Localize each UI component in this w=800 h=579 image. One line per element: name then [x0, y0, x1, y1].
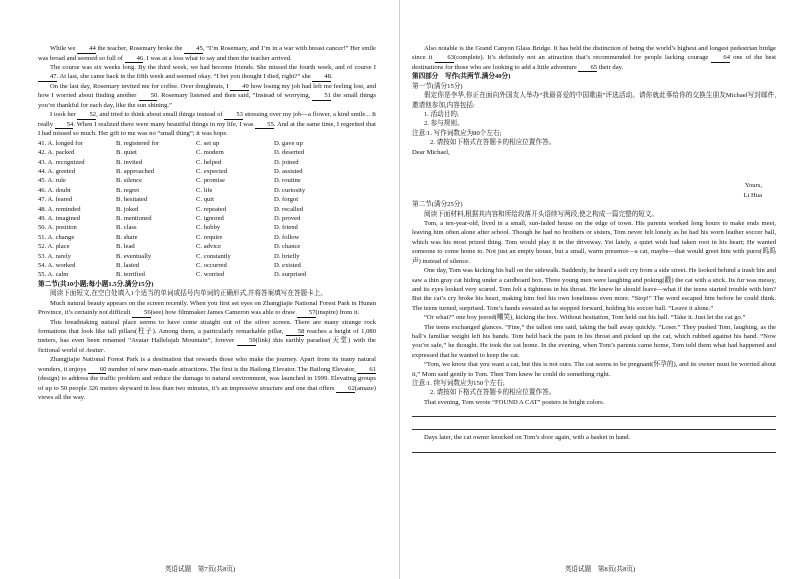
closing: Yours,: [744, 182, 762, 190]
option[interactable]: C. promise: [196, 177, 225, 185]
option[interactable]: C. expected: [196, 167, 228, 175]
paragraph: [38, 299, 376, 318]
answer-blank[interactable]: 52: [77, 111, 96, 120]
option[interactable]: C. repeated: [196, 205, 227, 213]
option[interactable]: D. chance: [274, 243, 301, 251]
text-run: This breathtaking natural place seems to have come straight out of the silver screen. There are many strange rock formations that look like tall pillars(柱子). Among them, a particularly remarkable pillar,: [38, 318, 376, 335]
option[interactable]: B. registered for: [116, 139, 160, 147]
story-text: [412, 219, 776, 379]
writing-sec2-instruction: 阅读下面材料,根据其内容和所给段落开头语续写两段,使之构成一篇完整的短文。: [424, 210, 659, 218]
section2-title: 第二节(共10小题;每小题1.5分,满分15分): [38, 280, 154, 288]
option[interactable]: 52. A. place: [38, 243, 70, 251]
answer-blank[interactable]: 58: [286, 328, 305, 337]
paragraph-start-1: That evening, Tom wrote “FOUND A CAT” posters in bright colors.: [424, 398, 605, 406]
paragraph: [38, 318, 376, 356]
grammar-passage: [38, 299, 376, 403]
answer-blank[interactable]: 48: [312, 73, 331, 82]
answer-blank[interactable]: 44: [77, 45, 96, 54]
option[interactable]: 43. A. recognized: [38, 158, 85, 166]
section2-instruction: 阅读下面短文,在空白处填入1个适当的单词或括号内单词的正确形式,并将答案填写在答题卡上。: [50, 290, 327, 298]
option[interactable]: B. lasted: [116, 262, 140, 269]
option-row: [38, 223, 376, 232]
salutation: Dear Michael,: [412, 148, 450, 156]
option-row: [38, 176, 376, 185]
option[interactable]: C. constantly: [196, 252, 231, 260]
letter-blank-area: [412, 157, 776, 181]
text-run: (inspire) from it.: [315, 309, 360, 317]
option-row: [38, 139, 376, 148]
paragraph-start-2: Days later, the cat owner knocked on Tom’s door again, with a basket in hand.: [424, 434, 631, 442]
text-run: (amaze) views all the way.: [38, 384, 376, 402]
text-run: . When I realized there were many beautiful things in my life, I was: [73, 120, 256, 128]
italic-title: Avatar: [85, 346, 104, 354]
writing-sec1-title: 第一节(满分15分): [412, 82, 463, 90]
answer-blank[interactable]: 46: [125, 55, 144, 64]
option[interactable]: D. recalled: [274, 205, 303, 213]
option[interactable]: C. modern: [196, 149, 224, 157]
option-row: [38, 261, 376, 270]
text-run: one of the best destinations for those who are looking to add a little adventure: [412, 54, 776, 71]
text-run: (link) this earthly paradise(天堂) with the fictional world of: [38, 337, 376, 354]
option[interactable]: D. routine: [274, 177, 301, 185]
text-run: the teacher, Rosemary broke the: [95, 45, 185, 52]
story-paragraph: Tom, a ten-year-old, lived in a small, sun-faded house on the edge of town. His parents worked long hours to make ends meet, leaving him often alone after school. Though he had no brothers or sisters, Tom never felt lonely as he had his worn leather soccer ball, which was his most prized thing. Tom would play it in the driveway. Yet lately, a quiet wish had taken root in his heart; He wanted someone to come home to. Not just an empty house, but a small, warm presence—a cat, maybe—that would greet him with purrs(呜呜声) instead of silence.: [412, 220, 776, 265]
option[interactable]: D. gave up: [274, 139, 303, 147]
answer-blank[interactable]: 50: [139, 92, 158, 101]
option-row: [38, 205, 376, 214]
paragraph: [38, 355, 376, 402]
option[interactable]: B. joked: [116, 205, 139, 213]
point-1: 1. 活动目的;: [424, 111, 459, 119]
text-run: .: [330, 73, 333, 81]
option[interactable]: 54. A. worked: [38, 262, 76, 269]
answer-blank[interactable]: 65: [578, 64, 597, 73]
option[interactable]: 45. A. rule: [38, 177, 66, 185]
option[interactable]: D. assisted: [274, 167, 303, 175]
option-row: [38, 148, 376, 157]
option[interactable]: B. invited: [116, 158, 143, 166]
option[interactable]: D. surprised: [274, 271, 307, 279]
option[interactable]: 55. A. calm: [38, 271, 69, 279]
text-run: .: [103, 346, 106, 354]
option[interactable]: B. regret: [116, 186, 140, 194]
text-run: Zhangjiajie National Forest Park is a destination that rewards those who make the journey. Apart from its many natural wonders, it enjoys: [38, 356, 376, 373]
answer-line[interactable]: [412, 443, 776, 453]
paragraph: [38, 110, 376, 138]
point-2: 2. 参与规则。: [424, 120, 464, 128]
text-run: , “I’m Rosemary, and I’m in a war with breast cancer!” Her smile was broad and seemed so full of: [38, 45, 376, 62]
answer-blank[interactable]: 60: [88, 366, 107, 375]
option[interactable]: C. hobby: [196, 224, 221, 232]
text-run: On the last day, Rosemary invited me for coffee. Over doughnuts, I: [50, 82, 231, 90]
option[interactable]: 41. A. longed for: [38, 139, 83, 147]
paragraph: [412, 44, 776, 72]
option[interactable]: C. ignored: [196, 214, 224, 222]
writing-sec1-prompt: 假定你是李华,你正在面向外国友人举办“我最喜爱的中国歌曲”评选活动。请你就此事给你的交换生朋友Michael写封邮件,邀请他参加,内容包括:: [412, 92, 776, 109]
text-run: (design) to address the traffic problem and reduce the damage to natural environment, was launched in 1999. Elevating groups of up to 50 people 326 meters skyward in less than two minutes, it’s an impressive structure and one that offers: [38, 375, 376, 392]
answer-blank[interactable]: 63: [435, 54, 454, 63]
answer-blank[interactable]: 64: [711, 54, 730, 63]
option-row: [38, 242, 376, 251]
option-row: [38, 252, 376, 261]
text-run: Also notable is the Grand Canyon Glass Bridge. It has held the distinction of being the world’s highest and longest pedestrian bridge since it: [412, 45, 776, 62]
option[interactable]: D. joined: [274, 158, 299, 166]
option-row: [38, 214, 376, 223]
option-row: [38, 270, 376, 279]
answer-blank[interactable]: 56: [132, 309, 151, 318]
note-2: 2. 请按如下格式在答题卡的相应位置作答。: [430, 139, 556, 147]
option[interactable]: D. curiosity: [274, 186, 306, 194]
answer-blank[interactable]: 49: [230, 83, 249, 92]
answer-blank[interactable]: 55: [255, 121, 274, 130]
text-run: stressing over my job—a flower, a kind smile... It really: [38, 111, 376, 128]
text-run: reaches a height of 1,080 meters, has even been renamed “Avatar Hallelujah Mountain”, forever: [38, 327, 377, 345]
text-run: I took her: [50, 111, 78, 119]
note-1: 注意:1. 写作词数应为80个左右;: [412, 129, 502, 137]
option[interactable]: C. advice: [196, 243, 221, 251]
option[interactable]: C. helped: [196, 158, 222, 166]
text-run: number of new man-made attractions. The first is the Bailong Elevator. The Bailong Elevator,: [106, 365, 358, 373]
text-run: While we: [50, 45, 78, 52]
text-run: . Rosemary listened and then said, “Instead of worrying,: [157, 92, 313, 100]
option[interactable]: 46. A. doubt: [38, 186, 71, 194]
option[interactable]: C. require: [196, 233, 223, 241]
option[interactable]: 53. A. rarely: [38, 252, 71, 260]
option[interactable]: C. quit: [196, 196, 214, 204]
option[interactable]: B. approached: [116, 167, 155, 175]
answer-blank[interactable]: 45: [184, 45, 203, 54]
answer-blank[interactable]: 47: [38, 73, 57, 82]
answer-blank[interactable]: 62: [336, 385, 355, 394]
option[interactable]: B. lead: [116, 243, 135, 251]
story-paragraph: “Tom, we know that you want a cat, but this is not ours. The cat seems to be pregnant(怀孕的), and its owner must be worried about it,” Mom said gently to Tom. Then Tom knew he could do something right.: [412, 361, 776, 378]
option-row: [38, 186, 376, 195]
answer-blank[interactable]: 53: [224, 111, 243, 120]
page-footer-8: 英语试题 第8页(共8页): [564, 566, 636, 573]
text-run: . I was at a loss what to say and then the teacher arrived.: [143, 54, 292, 62]
option[interactable]: D. existed: [274, 262, 301, 269]
option-row: [38, 195, 376, 204]
option[interactable]: D. forgot: [274, 196, 299, 204]
text-run: . And at the same time, I regretted that I had missed so much. Her gift to me was no “small thing”; it was hope.: [38, 120, 376, 138]
option[interactable]: 50. A. position: [38, 224, 77, 232]
option[interactable]: D. briefly: [274, 252, 300, 260]
option[interactable]: B. mentioned: [116, 214, 152, 222]
answer-blank[interactable]: 57: [297, 309, 316, 318]
grammar-passage-end: [412, 44, 776, 72]
text-run: Much natural beauty appears on the screen recently. When you first set eyes on Zhangjiajie National Forest Park in Hunan Province, it’s certainly not difficult: [38, 299, 376, 317]
text-run: the small things you’re thankful for each day, like the sun shining.”: [38, 92, 376, 109]
answer-blank[interactable]: 61: [357, 366, 376, 375]
text-run: (see) how filmmaker James Cameron was able to draw: [150, 309, 297, 317]
text-run: their day.: [597, 63, 624, 71]
option[interactable]: 44. A. greeted: [38, 167, 75, 175]
option[interactable]: B. class: [116, 224, 137, 232]
option[interactable]: C. set up: [196, 139, 220, 147]
option[interactable]: B. silence: [116, 177, 143, 185]
page-footer-7: 英语试题 第7页(共8页): [164, 566, 236, 573]
part4-title: 第四部分 写作(共两节,满分40分): [412, 73, 511, 81]
option[interactable]: B. terrified: [116, 271, 145, 279]
option[interactable]: D. deserted: [274, 149, 305, 157]
option[interactable]: 49. A. imagined: [38, 214, 81, 222]
text-run: , and tried to think about small things instead of: [96, 111, 225, 119]
option[interactable]: 47. A. feared: [38, 196, 73, 204]
option[interactable]: B. share: [116, 233, 138, 241]
text-run: (complete). It’s definitely not an attraction that’s recommended for people lacking courage: [453, 54, 712, 62]
writing-sec2-title: 第二节(满分25分): [412, 201, 463, 209]
cloze-passage: [38, 44, 376, 139]
option-row: [38, 158, 376, 167]
text-run: The course was six weeks long. By the third week, we had become friends. She missed the fourth week, and of course I: [50, 64, 376, 71]
option[interactable]: B. eventually: [116, 252, 152, 260]
text-run: how losing my job had left me feeling lost, and how I worried about finding another: [38, 82, 376, 100]
option[interactable]: C. worried: [196, 271, 225, 279]
cloze-options: [38, 139, 376, 280]
option[interactable]: C. occurred: [196, 262, 227, 269]
option[interactable]: D. proved: [274, 214, 301, 222]
option[interactable]: 51. A. change: [38, 233, 75, 241]
story-paragraph: The teens exchanged glances. “Fine,” the tallest one said, taking the ball away quickly. “Loser.” They pushed Tom, laughing, as the ball’s familiar weight left his hands. Tom held back the pain in his throat and picked up the cat, which rubbed against his hand. “Now you’re safe,” he thought. He took the cat home. In the evening, when Tom’s parents came home, Tom told them what had happened and expressed that he wanted to keep the cat.: [412, 323, 776, 359]
story-paragraph: One day, Tom was kicking his ball on the sidewalk. Suddenly, he heard a soft cry from a side street. He looked behind a trash bin and saw a thin gray cat hiding under a cardboard box. Three young men were laughing and poking(戳) the cat with a stick. Its fur was messy, and its eyes looked very scared. Tom felt a tightness in his throat. He knew he should leave—what if the teens started trouble with him? But the cat’s cry broke his heart, making him feel his own loneliness even more. “Stop!” The word escaped him before he could think. The teens turned, surprised. Tom’s hands sweated as he stepped forward, holding his soccer ball. “Leave it alone.”: [412, 267, 776, 312]
option[interactable]: 42. A. packed: [38, 149, 75, 157]
answer-blank[interactable]: 54: [55, 121, 74, 130]
note-3: 注意:1. 续写词数应为150个左右;: [412, 379, 505, 387]
story-paragraph: “Or what?” one boy jeered(嘲笑), kicking the box. Without hesitation, Tom held out his ball. “Take it. Just let the cat go.”: [424, 314, 746, 322]
option[interactable]: B. quiet: [116, 149, 137, 157]
paragraph: [38, 44, 376, 63]
answer-blank[interactable]: 59: [237, 337, 256, 346]
text-run: . At last, she came back in the fifth week and seemed okay. “I bet you thought I died, right?” she: [56, 73, 313, 81]
answer-blank[interactable]: 51: [312, 92, 331, 101]
option-row: [38, 167, 376, 176]
option[interactable]: C. life: [196, 186, 213, 194]
answer-line[interactable]: [412, 420, 776, 430]
option[interactable]: D. follow: [274, 233, 300, 241]
option[interactable]: D. friend: [274, 224, 298, 232]
paragraph: [38, 82, 376, 110]
answer-line[interactable]: [412, 407, 776, 417]
option[interactable]: B. hesitated: [116, 196, 148, 204]
option[interactable]: 48. A. reminded: [38, 205, 81, 213]
paragraph: [38, 63, 376, 82]
note-4: 2. 请按如下格式在答题卡的相应位置作答。: [430, 389, 556, 397]
option-row: [38, 233, 376, 242]
signature: Li Hua: [743, 191, 762, 199]
right-page: [400, 0, 800, 579]
